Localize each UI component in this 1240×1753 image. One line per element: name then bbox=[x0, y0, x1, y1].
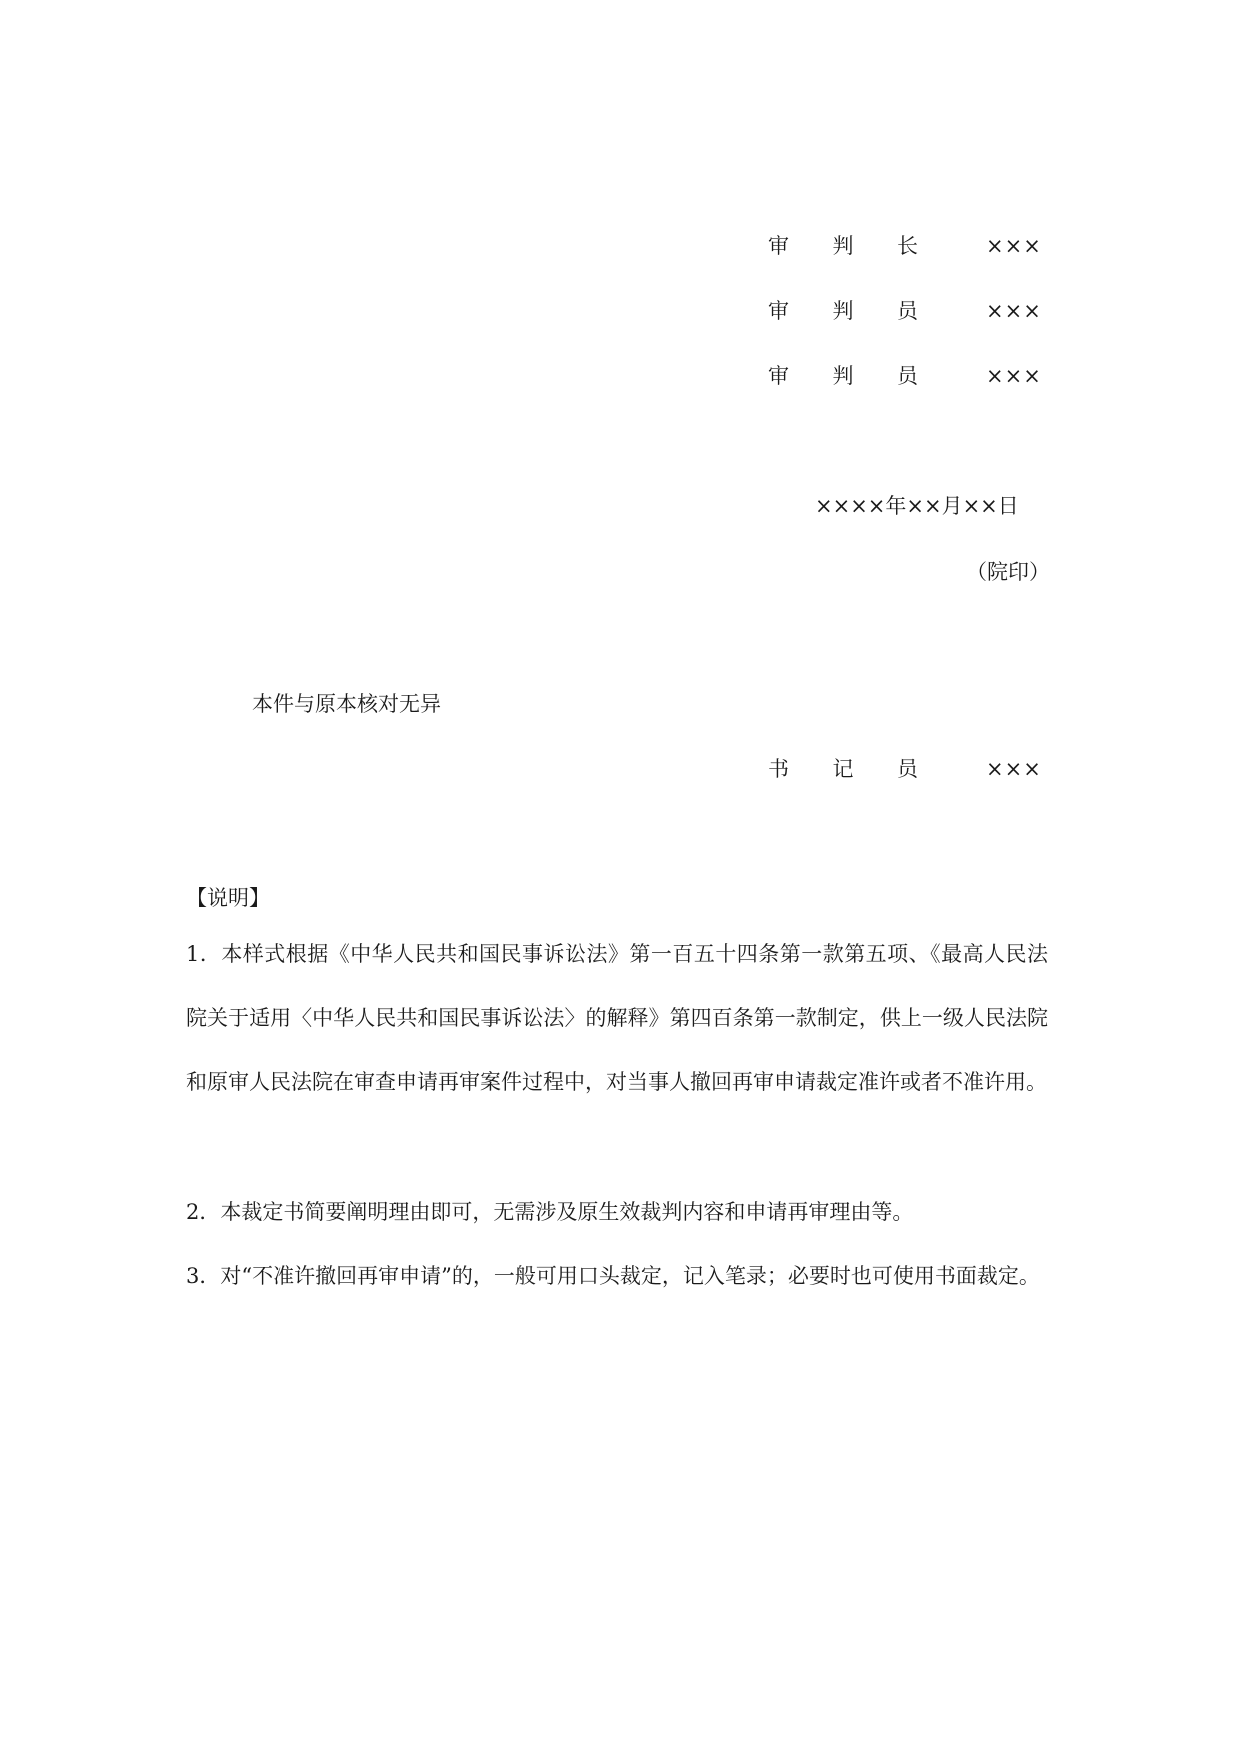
signature-role-judge-2: 审 判 员 bbox=[768, 364, 918, 388]
copy-verification-note: 本件与原本核对无异 bbox=[252, 692, 441, 716]
note-item-3: 3．对“不准许撤回再审申请”的，一般可用口头裁定，记入笔录；必要时也可使用书面裁定。 bbox=[186, 1264, 1040, 1288]
note-item-1: 1．本样式根据《中华人民共和国民事诉讼法》第一百五十四条第一款第五项、《最高人民法院关于适用〈中华人民共和国民事诉讼法〉的解释》第四百条第一款制定，供上一级人民法院和原审人民法院在审查申请再审案件过程中，对当事人撤回再审申请裁定准许或者不准许用。 bbox=[186, 942, 1048, 1094]
note-item-2: 2．本裁定书简要阐明理由即可，无需涉及原生效裁判内容和申请再审理由等。 bbox=[186, 1200, 914, 1224]
document-date: ××××年××月××日 bbox=[815, 494, 1019, 518]
court-seal-note: （院印） bbox=[966, 560, 1050, 584]
signature-name-judge-1: ××× bbox=[986, 299, 1042, 323]
signature-name-judge-2: ××× bbox=[986, 364, 1042, 388]
signature-role-judge-1: 审 判 员 bbox=[768, 299, 918, 323]
signature-name-clerk: ××× bbox=[986, 757, 1042, 781]
signature-role-presiding-judge: 审 判 长 bbox=[768, 234, 918, 258]
signature-name-presiding-judge: ××× bbox=[986, 234, 1042, 258]
signature-role-clerk: 书 记 员 bbox=[768, 757, 918, 781]
notes-title: 【说明】 bbox=[186, 886, 270, 910]
